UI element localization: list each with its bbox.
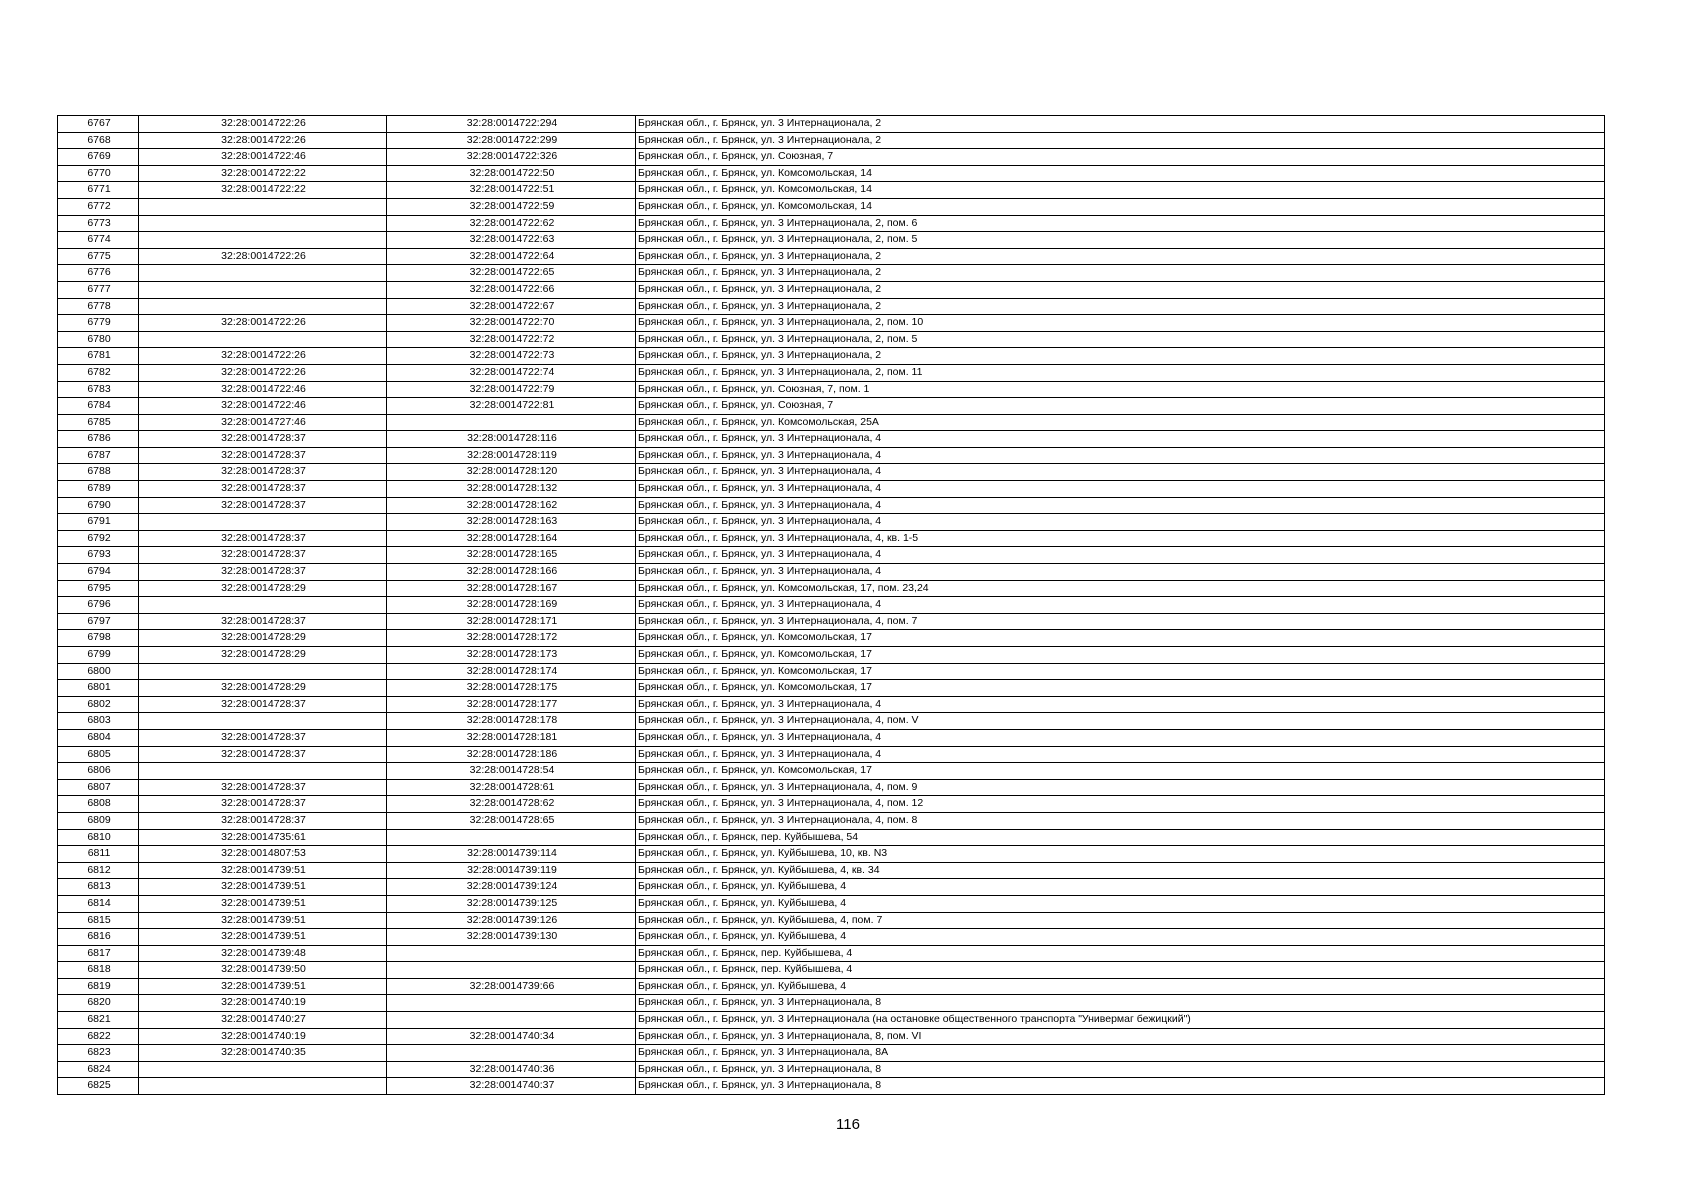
address-cell: Брянская обл., г. Брянск, ул. Комсомольская, 14	[636, 198, 1605, 215]
parcel-number-cell: 32:28:0014722:46	[139, 381, 387, 398]
parcel-number-cell	[139, 232, 387, 249]
address-cell: Брянская обл., г. Брянск, ул. 3 Интернационала, 4	[636, 746, 1605, 763]
parcel-number-cell: 32:28:0014722:26	[139, 116, 387, 133]
parcel-number-cell: 32:28:0014728:37	[139, 746, 387, 763]
object-number-cell	[387, 829, 636, 846]
table-row	[58, 414, 1605, 431]
parcel-number-cell: 32:28:0014740:27	[139, 1012, 387, 1029]
parcel-number-cell: 32:28:0014722:22	[139, 165, 387, 182]
address-cell: Брянская обл., г. Брянск, ул. 3 Интернационала (на остановке общественного транспорта "Универмаг бежицкий")	[636, 1012, 1605, 1029]
address-cell: Брянская обл., г. Брянск, ул. 3 Интернационала, 2	[636, 298, 1605, 315]
address-cell: Брянская обл., г. Брянск, ул. Комсомольская, 25А	[636, 414, 1605, 431]
object-number-cell: 32:28:0014728:174	[387, 663, 636, 680]
object-number-cell: 32:28:0014722:81	[387, 398, 636, 415]
row-number-cell: 6786	[58, 431, 139, 448]
row-number-cell: 6788	[58, 464, 139, 481]
parcel-number-cell: 32:28:0014739:51	[139, 879, 387, 896]
parcel-number-cell	[139, 215, 387, 232]
row-number-cell: 6821	[58, 1012, 139, 1029]
object-number-cell: 32:28:0014739:66	[387, 978, 636, 995]
parcel-number-cell: 32:28:0014728:37	[139, 796, 387, 813]
parcel-number-cell	[139, 331, 387, 348]
table-row	[58, 812, 1605, 829]
table-row	[58, 464, 1605, 481]
address-cell: Брянская обл., г. Брянск, ул. Комсомольская, 17	[636, 763, 1605, 780]
row-number-cell: 6800	[58, 663, 139, 680]
parcel-number-cell: 32:28:0014739:48	[139, 945, 387, 962]
parcel-number-cell: 32:28:0014722:46	[139, 398, 387, 415]
parcel-number-cell	[139, 514, 387, 531]
table-row	[58, 796, 1605, 813]
row-number-cell: 6793	[58, 547, 139, 564]
table-row	[58, 846, 1605, 863]
object-number-cell: 32:28:0014722:59	[387, 198, 636, 215]
address-cell: Брянская обл., г. Брянск, ул. 3 Интернационала, 2, пом. 6	[636, 215, 1605, 232]
parcel-number-cell	[139, 763, 387, 780]
row-number-cell: 6806	[58, 763, 139, 780]
row-number-cell: 6779	[58, 315, 139, 332]
address-cell: Брянская обл., г. Брянск, ул. 3 Интернационала, 4	[636, 597, 1605, 614]
table-row	[58, 447, 1605, 464]
address-cell: Брянская обл., г. Брянск, ул. 3 Интернационала, 8	[636, 995, 1605, 1012]
table-row	[58, 680, 1605, 697]
row-number-cell: 6796	[58, 597, 139, 614]
address-cell: Брянская обл., г. Брянск, ул. Комсомольская, 17	[636, 647, 1605, 664]
object-number-cell: 32:28:0014739:125	[387, 895, 636, 912]
object-number-cell	[387, 1045, 636, 1062]
table-row	[58, 978, 1605, 995]
row-number-cell: 6805	[58, 746, 139, 763]
row-number-cell: 6767	[58, 116, 139, 133]
row-number-cell: 6776	[58, 265, 139, 282]
table-row	[58, 281, 1605, 298]
address-cell: Брянская обл., г. Брянск, ул. Союзная, 7	[636, 149, 1605, 166]
table-row	[58, 331, 1605, 348]
parcel-number-cell: 32:28:0014728:37	[139, 779, 387, 796]
parcel-number-cell: 32:28:0014727:46	[139, 414, 387, 431]
address-cell: Брянская обл., г. Брянск, ул. Куйбышева, 4, пом. 7	[636, 912, 1605, 929]
object-number-cell: 32:28:0014740:34	[387, 1028, 636, 1045]
address-cell: Брянская обл., г. Брянск, ул. Куйбышева, 4	[636, 929, 1605, 946]
address-cell: Брянская обл., г. Брянск, ул. 3 Интернационала, 4, пом. 7	[636, 613, 1605, 630]
table-row	[58, 862, 1605, 879]
row-number-cell: 6784	[58, 398, 139, 415]
row-number-cell: 6804	[58, 729, 139, 746]
table-row	[58, 298, 1605, 315]
row-number-cell: 6782	[58, 364, 139, 381]
parcel-number-cell: 32:28:0014739:51	[139, 978, 387, 995]
table-row	[58, 763, 1605, 780]
address-cell: Брянская обл., г. Брянск, ул. 3 Интернационала, 4	[636, 564, 1605, 581]
table-row	[58, 1045, 1605, 1062]
table-row	[58, 165, 1605, 182]
row-number-cell: 6790	[58, 497, 139, 514]
address-cell: Брянская обл., г. Брянск, ул. Комсомольская, 17	[636, 663, 1605, 680]
parcel-number-cell: 32:28:0014728:37	[139, 530, 387, 547]
row-number-cell: 6815	[58, 912, 139, 929]
parcel-number-cell: 32:28:0014728:37	[139, 547, 387, 564]
object-number-cell: 32:28:0014740:37	[387, 1078, 636, 1095]
row-number-cell: 6783	[58, 381, 139, 398]
table-row	[58, 564, 1605, 581]
address-cell: Брянская обл., г. Брянск, пер. Куйбышева, 54	[636, 829, 1605, 846]
table-row	[58, 630, 1605, 647]
address-cell: Брянская обл., г. Брянск, ул. 3 Интернационала, 4, пом. 9	[636, 779, 1605, 796]
object-number-cell: 32:28:0014722:73	[387, 348, 636, 365]
table-row	[58, 431, 1605, 448]
table-row	[58, 547, 1605, 564]
address-cell: Брянская обл., г. Брянск, ул. 3 Интернационала, 8, пом. VI	[636, 1028, 1605, 1045]
object-number-cell: 32:28:0014728:166	[387, 564, 636, 581]
object-number-cell: 32:28:0014722:70	[387, 315, 636, 332]
table-row	[58, 912, 1605, 929]
address-cell: Брянская обл., г. Брянск, ул. Куйбышева, 4, кв. 34	[636, 862, 1605, 879]
object-number-cell: 32:28:0014728:132	[387, 481, 636, 498]
parcel-number-cell: 32:28:0014728:37	[139, 812, 387, 829]
parcel-number-cell: 32:28:0014728:37	[139, 464, 387, 481]
object-number-cell: 32:28:0014722:65	[387, 265, 636, 282]
address-cell: Брянская обл., г. Брянск, ул. 3 Интернационала, 2	[636, 132, 1605, 149]
object-number-cell: 32:28:0014728:120	[387, 464, 636, 481]
object-number-cell: 32:28:0014728:116	[387, 431, 636, 448]
object-number-cell: 32:28:0014728:178	[387, 713, 636, 730]
parcel-number-cell: 32:28:0014728:37	[139, 613, 387, 630]
row-number-cell: 6780	[58, 331, 139, 348]
address-cell: Брянская обл., г. Брянск, ул. 3 Интернационала, 4, пом. 12	[636, 796, 1605, 813]
row-number-cell: 6817	[58, 945, 139, 962]
object-number-cell: 32:28:0014728:54	[387, 763, 636, 780]
object-number-cell: 32:28:0014728:163	[387, 514, 636, 531]
address-cell: Брянская обл., г. Брянск, ул. 3 Интернационала, 4, пом. V	[636, 713, 1605, 730]
address-cell: Брянская обл., г. Брянск, ул. 3 Интернационала, 2, пом. 5	[636, 232, 1605, 249]
table-row	[58, 879, 1605, 896]
row-number-cell: 6811	[58, 846, 139, 863]
table-row	[58, 265, 1605, 282]
address-cell: Брянская обл., г. Брянск, ул. Комсомольская, 17	[636, 680, 1605, 697]
object-number-cell: 32:28:0014728:62	[387, 796, 636, 813]
object-number-cell	[387, 962, 636, 979]
parcel-number-cell: 32:28:0014722:26	[139, 348, 387, 365]
parcel-number-cell: 32:28:0014740:19	[139, 995, 387, 1012]
address-cell: Брянская обл., г. Брянск, ул. Куйбышева, 4	[636, 879, 1605, 896]
row-number-cell: 6807	[58, 779, 139, 796]
parcel-number-cell: 32:28:0014739:51	[139, 862, 387, 879]
address-cell: Брянская обл., г. Брянск, ул. 3 Интернационала, 4	[636, 514, 1605, 531]
object-number-cell	[387, 414, 636, 431]
parcel-number-cell: 32:28:0014739:51	[139, 895, 387, 912]
object-number-cell: 32:28:0014740:36	[387, 1061, 636, 1078]
parcel-number-cell: 32:28:0014722:26	[139, 248, 387, 265]
row-number-cell: 6816	[58, 929, 139, 946]
table-row	[58, 530, 1605, 547]
parcel-number-cell: 32:28:0014735:61	[139, 829, 387, 846]
object-number-cell	[387, 995, 636, 1012]
registry-table	[57, 115, 1605, 1095]
row-number-cell: 6818	[58, 962, 139, 979]
object-number-cell: 32:28:0014739:126	[387, 912, 636, 929]
row-number-cell: 6773	[58, 215, 139, 232]
object-number-cell	[387, 1012, 636, 1029]
object-number-cell: 32:28:0014728:165	[387, 547, 636, 564]
parcel-number-cell: 32:28:0014722:26	[139, 315, 387, 332]
object-number-cell: 32:28:0014728:65	[387, 812, 636, 829]
object-number-cell: 32:28:0014722:74	[387, 364, 636, 381]
object-number-cell: 32:28:0014722:62	[387, 215, 636, 232]
table-row	[58, 945, 1605, 962]
object-number-cell: 32:28:0014728:175	[387, 680, 636, 697]
address-cell: Брянская обл., г. Брянск, ул. 3 Интернационала, 4	[636, 481, 1605, 498]
row-number-cell: 6820	[58, 995, 139, 1012]
object-number-cell: 32:28:0014728:177	[387, 696, 636, 713]
table-row	[58, 232, 1605, 249]
row-number-cell: 6789	[58, 481, 139, 498]
row-number-cell: 6802	[58, 696, 139, 713]
row-number-cell: 6794	[58, 564, 139, 581]
table-row	[58, 215, 1605, 232]
row-number-cell: 6792	[58, 530, 139, 547]
parcel-number-cell: 32:28:0014807:53	[139, 846, 387, 863]
object-number-cell: 32:28:0014728:186	[387, 746, 636, 763]
object-number-cell: 32:28:0014722:64	[387, 248, 636, 265]
parcel-number-cell: 32:28:0014728:37	[139, 497, 387, 514]
table-row	[58, 929, 1605, 946]
parcel-number-cell: 32:28:0014739:51	[139, 929, 387, 946]
registry-table-body	[58, 116, 1605, 1095]
row-number-cell: 6775	[58, 248, 139, 265]
row-number-cell: 6787	[58, 447, 139, 464]
parcel-number-cell	[139, 281, 387, 298]
row-number-cell: 6777	[58, 281, 139, 298]
row-number-cell: 6814	[58, 895, 139, 912]
address-cell: Брянская обл., г. Брянск, ул. 3 Интернационала, 2	[636, 265, 1605, 282]
address-cell: Брянская обл., г. Брянск, ул. Комсомольская, 17, пом. 23,24	[636, 580, 1605, 597]
object-number-cell: 32:28:0014728:167	[387, 580, 636, 597]
parcel-number-cell	[139, 265, 387, 282]
table-row	[58, 182, 1605, 199]
row-number-cell: 6791	[58, 514, 139, 531]
row-number-cell: 6772	[58, 198, 139, 215]
address-cell: Брянская обл., г. Брянск, ул. 3 Интернационала, 4, кв. 1-5	[636, 530, 1605, 547]
address-cell: Брянская обл., г. Брянск, ул. Союзная, 7, пом. 1	[636, 381, 1605, 398]
row-number-cell: 6797	[58, 613, 139, 630]
object-number-cell: 32:28:0014722:63	[387, 232, 636, 249]
address-cell: Брянская обл., г. Брянск, ул. 3 Интернационала, 8А	[636, 1045, 1605, 1062]
object-number-cell: 32:28:0014739:124	[387, 879, 636, 896]
object-number-cell: 32:28:0014728:164	[387, 530, 636, 547]
row-number-cell: 6813	[58, 879, 139, 896]
row-number-cell: 6774	[58, 232, 139, 249]
parcel-number-cell	[139, 298, 387, 315]
parcel-number-cell: 32:28:0014728:29	[139, 580, 387, 597]
row-number-cell: 6770	[58, 165, 139, 182]
row-number-cell: 6795	[58, 580, 139, 597]
object-number-cell: 32:28:0014728:162	[387, 497, 636, 514]
address-cell: Брянская обл., г. Брянск, ул. 3 Интернационала, 4	[636, 729, 1605, 746]
object-number-cell: 32:28:0014722:72	[387, 331, 636, 348]
address-cell: Брянская обл., г. Брянск, ул. Комсомольская, 17	[636, 630, 1605, 647]
address-cell: Брянская обл., г. Брянск, ул. 3 Интернационала, 4	[636, 447, 1605, 464]
table-row	[58, 829, 1605, 846]
address-cell: Брянская обл., г. Брянск, ул. 3 Интернационала, 4	[636, 497, 1605, 514]
address-cell: Брянская обл., г. Брянск, ул. 3 Интернационала, 4	[636, 696, 1605, 713]
address-cell: Брянская обл., г. Брянск, ул. Союзная, 7	[636, 398, 1605, 415]
object-number-cell: 32:28:0014722:66	[387, 281, 636, 298]
object-number-cell: 32:28:0014722:299	[387, 132, 636, 149]
address-cell: Брянская обл., г. Брянск, ул. Комсомольская, 14	[636, 165, 1605, 182]
parcel-number-cell: 32:28:0014728:37	[139, 729, 387, 746]
parcel-number-cell: 32:28:0014728:29	[139, 630, 387, 647]
object-number-cell: 32:28:0014722:50	[387, 165, 636, 182]
object-number-cell: 32:28:0014728:171	[387, 613, 636, 630]
object-number-cell: 32:28:0014739:119	[387, 862, 636, 879]
address-cell: Брянская обл., г. Брянск, ул. 3 Интернационала, 4	[636, 464, 1605, 481]
table-row	[58, 962, 1605, 979]
object-number-cell	[387, 945, 636, 962]
address-cell: Брянская обл., г. Брянск, пер. Куйбышева, 4	[636, 962, 1605, 979]
address-cell: Брянская обл., г. Брянск, ул. 3 Интернационала, 4	[636, 547, 1605, 564]
table-row	[58, 729, 1605, 746]
row-number-cell: 6823	[58, 1045, 139, 1062]
row-number-cell: 6799	[58, 647, 139, 664]
page-number: 116	[836, 1116, 860, 1133]
parcel-number-cell	[139, 198, 387, 215]
table-row	[58, 132, 1605, 149]
parcel-number-cell: 32:28:0014728:29	[139, 647, 387, 664]
object-number-cell: 32:28:0014722:51	[387, 182, 636, 199]
row-number-cell: 6809	[58, 812, 139, 829]
address-cell: Брянская обл., г. Брянск, ул. 3 Интернационала, 2, пом. 5	[636, 331, 1605, 348]
table-row	[58, 1028, 1605, 1045]
table-row	[58, 1012, 1605, 1029]
parcel-number-cell: 32:28:0014739:50	[139, 962, 387, 979]
parcel-number-cell: 32:28:0014722:26	[139, 132, 387, 149]
object-number-cell: 32:28:0014728:169	[387, 597, 636, 614]
object-number-cell: 32:28:0014728:119	[387, 447, 636, 464]
address-cell: Брянская обл., г. Брянск, ул. 3 Интернационала, 4	[636, 431, 1605, 448]
parcel-number-cell	[139, 597, 387, 614]
row-number-cell: 6808	[58, 796, 139, 813]
row-number-cell: 6812	[58, 862, 139, 879]
row-number-cell: 6819	[58, 978, 139, 995]
table-row	[58, 514, 1605, 531]
table-row	[58, 381, 1605, 398]
address-cell: Брянская обл., г. Брянск, ул. Куйбышева, 4	[636, 895, 1605, 912]
table-row	[58, 1061, 1605, 1078]
parcel-number-cell	[139, 1061, 387, 1078]
row-number-cell: 6768	[58, 132, 139, 149]
address-cell: Брянская обл., г. Брянск, ул. 3 Интернационала, 2, пом. 10	[636, 315, 1605, 332]
object-number-cell: 32:28:0014739:114	[387, 846, 636, 863]
object-number-cell: 32:28:0014739:130	[387, 929, 636, 946]
row-number-cell: 6781	[58, 348, 139, 365]
row-number-cell: 6798	[58, 630, 139, 647]
object-number-cell: 32:28:0014722:326	[387, 149, 636, 166]
object-number-cell: 32:28:0014722:79	[387, 381, 636, 398]
address-cell: Брянская обл., г. Брянск, ул. Куйбышева, 10, кв. N3	[636, 846, 1605, 863]
row-number-cell: 6822	[58, 1028, 139, 1045]
table-row	[58, 995, 1605, 1012]
table-row	[58, 696, 1605, 713]
row-number-cell: 6824	[58, 1061, 139, 1078]
address-cell: Брянская обл., г. Брянск, ул. 3 Интернационала, 2, пом. 11	[636, 364, 1605, 381]
table-row	[58, 647, 1605, 664]
parcel-number-cell: 32:28:0014728:37	[139, 447, 387, 464]
parcel-number-cell: 32:28:0014728:37	[139, 696, 387, 713]
address-cell: Брянская обл., г. Брянск, ул. 3 Интернационала, 4, пом. 8	[636, 812, 1605, 829]
table-row	[58, 198, 1605, 215]
address-cell: Брянская обл., г. Брянск, ул. 3 Интернационала, 2	[636, 116, 1605, 133]
address-cell: Брянская обл., г. Брянск, ул. Комсомольская, 14	[636, 182, 1605, 199]
table-row	[58, 713, 1605, 730]
address-cell: Брянская обл., г. Брянск, пер. Куйбышева, 4	[636, 945, 1605, 962]
parcel-number-cell: 32:28:0014722:46	[139, 149, 387, 166]
table-row	[58, 248, 1605, 265]
table-row	[58, 613, 1605, 630]
table-row	[58, 1078, 1605, 1095]
address-cell: Брянская обл., г. Брянск, ул. 3 Интернационала, 2	[636, 281, 1605, 298]
address-cell: Брянская обл., г. Брянск, ул. 3 Интернационала, 8	[636, 1061, 1605, 1078]
table-row	[58, 398, 1605, 415]
address-cell: Брянская обл., г. Брянск, ул. Куйбышева, 4	[636, 978, 1605, 995]
object-number-cell: 32:28:0014728:173	[387, 647, 636, 664]
parcel-number-cell	[139, 663, 387, 680]
parcel-number-cell: 32:28:0014728:37	[139, 431, 387, 448]
table-row	[58, 746, 1605, 763]
row-number-cell: 6785	[58, 414, 139, 431]
table-row	[58, 497, 1605, 514]
row-number-cell: 6825	[58, 1078, 139, 1095]
address-cell: Брянская обл., г. Брянск, ул. 3 Интернационала, 8	[636, 1078, 1605, 1095]
table-row	[58, 116, 1605, 133]
object-number-cell: 32:28:0014728:181	[387, 729, 636, 746]
row-number-cell: 6810	[58, 829, 139, 846]
parcel-number-cell: 32:28:0014722:26	[139, 364, 387, 381]
table-row	[58, 481, 1605, 498]
table-row	[58, 779, 1605, 796]
object-number-cell: 32:28:0014728:172	[387, 630, 636, 647]
row-number-cell: 6803	[58, 713, 139, 730]
object-number-cell: 32:28:0014722:294	[387, 116, 636, 133]
parcel-number-cell: 32:28:0014740:19	[139, 1028, 387, 1045]
row-number-cell: 6778	[58, 298, 139, 315]
table-row	[58, 895, 1605, 912]
row-number-cell: 6769	[58, 149, 139, 166]
table-row	[58, 597, 1605, 614]
object-number-cell: 32:28:0014728:61	[387, 779, 636, 796]
table-row	[58, 315, 1605, 332]
parcel-number-cell: 32:28:0014739:51	[139, 912, 387, 929]
address-cell: Брянская обл., г. Брянск, ул. 3 Интернационала, 2	[636, 348, 1605, 365]
parcel-number-cell: 32:28:0014740:35	[139, 1045, 387, 1062]
parcel-number-cell	[139, 713, 387, 730]
parcel-number-cell: 32:28:0014722:22	[139, 182, 387, 199]
table-row	[58, 580, 1605, 597]
parcel-number-cell: 32:28:0014728:29	[139, 680, 387, 697]
row-number-cell: 6771	[58, 182, 139, 199]
table-row	[58, 348, 1605, 365]
parcel-number-cell: 32:28:0014728:37	[139, 481, 387, 498]
object-number-cell: 32:28:0014722:67	[387, 298, 636, 315]
table-row	[58, 663, 1605, 680]
row-number-cell: 6801	[58, 680, 139, 697]
table-row	[58, 364, 1605, 381]
address-cell: Брянская обл., г. Брянск, ул. 3 Интернационала, 2	[636, 248, 1605, 265]
parcel-number-cell: 32:28:0014728:37	[139, 564, 387, 581]
parcel-number-cell	[139, 1078, 387, 1095]
table-row	[58, 149, 1605, 166]
